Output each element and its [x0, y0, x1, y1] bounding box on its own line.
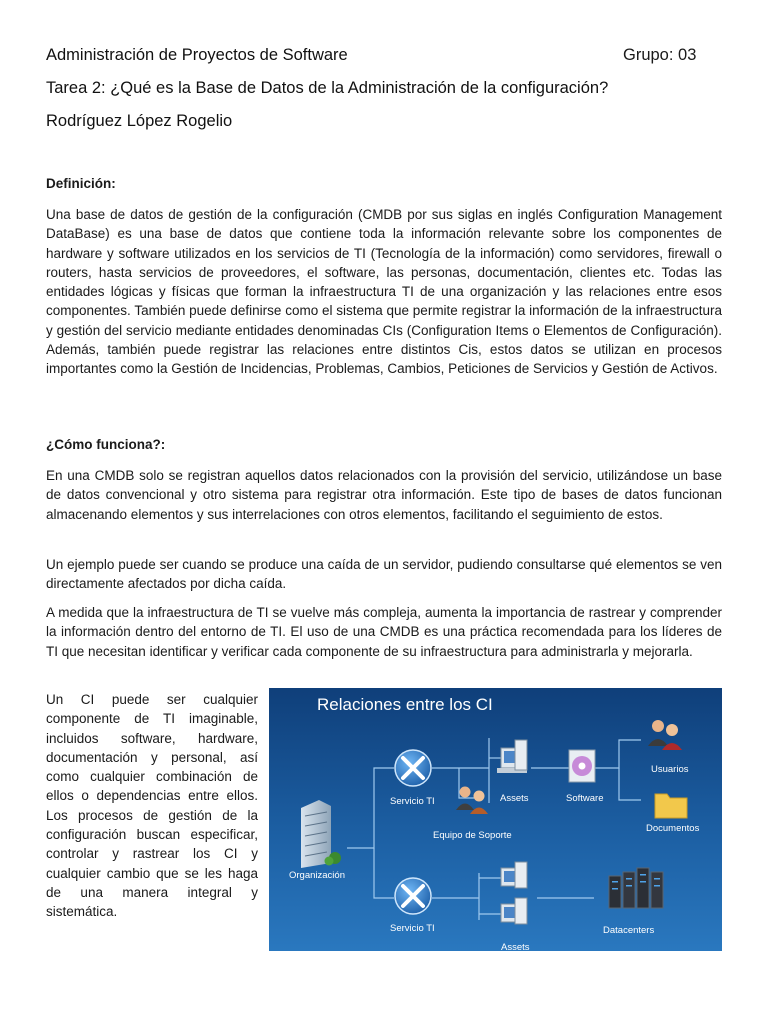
label-assets-1: Assets — [500, 793, 529, 804]
tools-icon — [395, 750, 431, 786]
tools-icon — [395, 878, 431, 914]
folder-icon — [655, 794, 687, 818]
label-datacenters: Datacenters — [603, 925, 655, 936]
label-software: Software — [566, 793, 604, 804]
funciona-paragraph-3: A medida que la infraestructura de TI se vuelve más compleja, aumenta la importancia de rastrear y comprender la información dentro del entorno de TI. El uso de una CMDB es una práctica recomendada para los líderes de TI que necesitan identificar y verificar cada componente de su infraestructura para administrarla y mejorarla. — [46, 605, 722, 659]
label-servicio-2: Servicio TI — [390, 923, 435, 934]
funciona-paragraph-2: Un ejemplo puede ser cuando se produce una caída de un servidor, pudiendo consultarse qué elementos se ven directamente afectados por dicha caída. — [46, 557, 722, 592]
author-name: Rodríguez López Rogelio — [46, 112, 233, 130]
group-number: Grupo: 03 — [623, 46, 697, 64]
label-servicio-1: Servicio TI — [390, 796, 435, 807]
ci-paragraph: Un CI puede ser cualquier componente de TI imaginable, incluidos software, hardware, documentación y personal, así como cualquier combinación de ellos o dependencias entre ellos. Los procesos de gestión de la configuración buscan especificar, controlar y rastrear los CI y cualquier cambio que se les haga de una manera integral y sistemática. — [46, 692, 258, 920]
ci-relations-diagram — [269, 688, 722, 951]
label-documentos: Documentos — [646, 823, 700, 834]
task-title: Tarea 2: ¿Qué es la Base de Datos de la Administración de la configuración? — [46, 79, 609, 97]
label-usuarios: Usuarios — [651, 764, 689, 775]
label-soporte: Equipo de Soporte — [433, 830, 512, 841]
course-title: Administración de Proyectos de Software — [46, 46, 348, 64]
definicion-heading: Definición: — [46, 176, 116, 191]
funciona-paragraph-1: En una CMDB solo se registran aquellos datos relacionados con la provisión del servicio, utilizándose un base de datos convencional y otro sistema para registrar otra información. Este tipo de bases de datos funcionan almacenando elementos y sus interrelaciones con otros elementos, facilitando el seguimiento de estos. — [46, 468, 722, 522]
label-organizacion: Organización — [289, 870, 345, 881]
label-assets-2: Assets — [501, 942, 530, 951]
diagram-title: Relaciones entre los CI — [317, 695, 493, 714]
funciona-heading: ¿Cómo funciona?: — [46, 437, 166, 452]
definicion-paragraph: Una base de datos de gestión de la configuración (CMDB por sus siglas en inglés Configuration Management DataBase) es una base de datos que contiene toda la información relevante sobre los componentes de hardware y software utilizados en los servicios de TI (Tecnología de la información) como servidores, firewall o routers, hasta servicios de proveedores, el software, las personas, documentación, clientes etc. Todas las entidades lógicas y físicas que forman la infraestructura TI de una organización y las relaciones entre esos componentes. También puede definirse como el sistema que permite registrar la información de la infraestructura y gestión del servicio mediante entidades denominadas CIs (Configuration Items o Elementos de Configuración). Además, también puede registrar las relaciones entre distintos Cis, estos datos se utilizan en procesos importantes como la Gestión de Incidencias, Problemas, Cambios, Peticiones de Servicios y Gestión de Activos. — [46, 207, 722, 377]
software-icon — [569, 750, 595, 782]
